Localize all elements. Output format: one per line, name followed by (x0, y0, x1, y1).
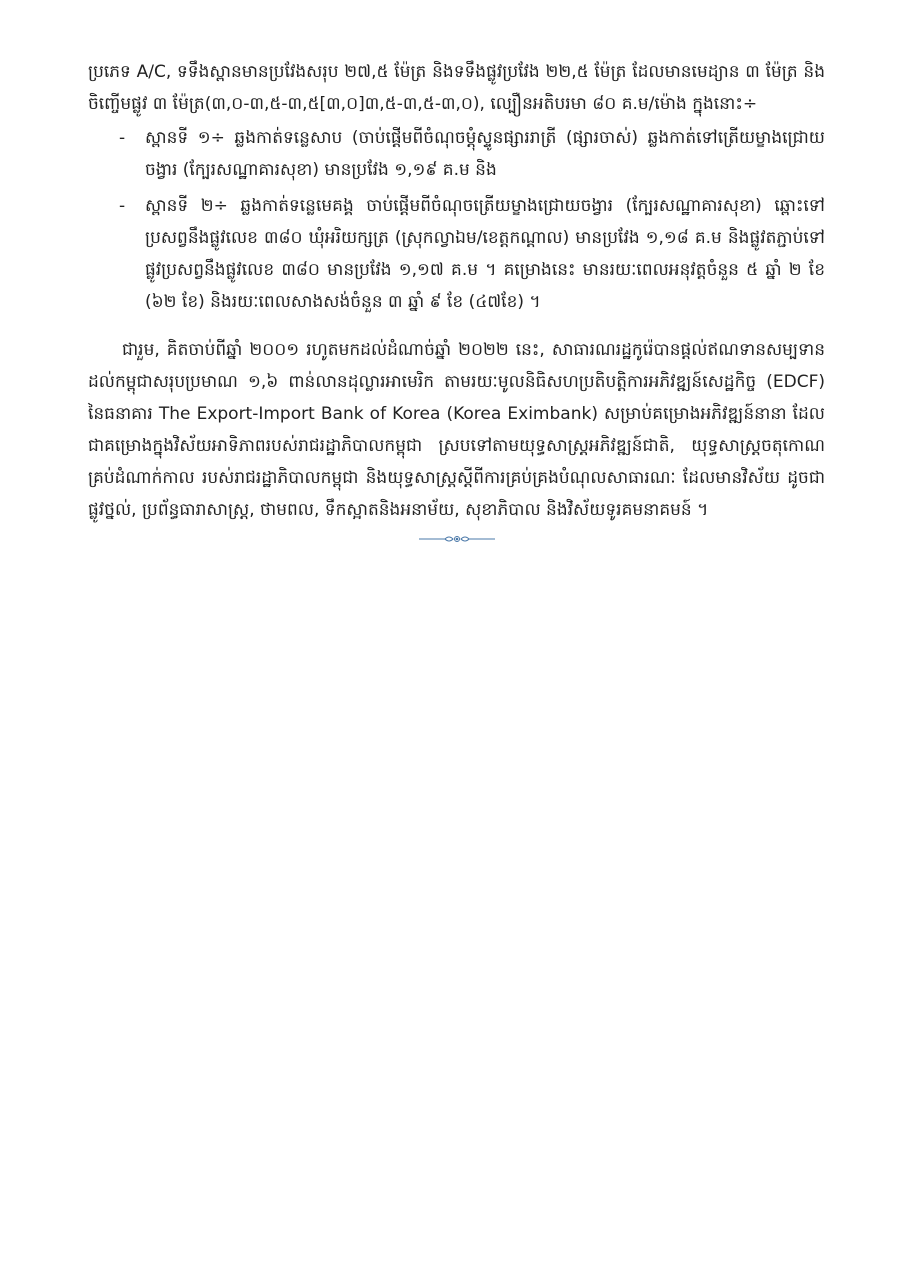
intro-paragraph: ប្រភេទ A/C, ទទឹងស្ពានមានប្រវែងសរុប ២៧,៥ ម៉ែត្រ និងទទឹងផ្លូវប្រវែង ២២,៥ ម៉ែត្រ ដែលមានមេដ្យាន ៣ ម៉ែត្រ និងចិញ្ចើមផ្លូវ ៣ ម៉ែត្រ(៣,០-៣,៥-៣,៥[៣,០]៣,៥-៣,៥-៣,០), ល្បឿនអតិបរមា ៨០ គ.ម/ម៉ោង ក្នុងនោះ÷ (88, 62, 825, 114)
decorative-divider-icon (417, 534, 497, 544)
list-item (88, 190, 825, 318)
summary-paragraph: ជារួម, គិតចាប់ពីឆ្នាំ ២០០១ រហូតមកដល់ដំណាច់ឆ្នាំ ២០២២ នេះ, សាធារណរដ្ឋកូរ៉េបានផ្តល់ឥណទានសម្បទានដល់កម្ពុជាសរុបប្រមាណ ១,៦ ពាន់លានដុល្លារអាមេរិក តាមរយៈមូលនិធិសហប្រតិបត្តិការអភិវឌ្ឍន៍សេដ្ឋកិច្ច (EDCF) នៃធនាគារ The Export-Import Bank of Korea (Korea Eximbank) សម្រាប់គម្រោងអភិវឌ្ឍន៍នានា ដែលជាគម្រោងក្នុងវិស័យអាទិភាពរបស់រាជរដ្ឋាភិបាលកម្ពុជា ស្របទៅតាមយុទ្ធសាស្ត្រអភិវឌ្ឍន៍ជាតិ, យុទ្ធសាស្ត្រចតុកោណគ្រប់ដំណាក់កាល របស់រាជរដ្ឋាភិបាលកម្ពុជា និងយុទ្ធសាស្ត្រស្តីពីការគ្រប់គ្រងបំណុលសាធារណៈ ដែលមានវិស័យ ដូចជា ផ្លូវថ្នល់, ប្រព័ន្ធធារាសាស្ត្រ, ថាមពល, ទឹកស្អាតនិងអនាម័យ, សុខាភិបាល និងវិស័យទូរគមនាគមន៍ ។ (88, 340, 825, 520)
bridge-list (88, 122, 825, 318)
bullet-text: ស្ពានទី ២÷ ឆ្លងកាត់ទន្លេមេគង្គ ចាប់ផ្តើមពីចំណុចត្រើយម្ខាងជ្រោយចង្វារ (ក្បែរសណ្ឋាគារសុខា) ឆ្ពោះទៅប្រសព្វនឹងផ្លូវលេខ ៣៨០ ឃុំអរិយក្សត្រ (ស្រុកល្វាឯម/ខេត្តកណ្តាល) មានប្រវែង ១,១៨ គ.ម និងផ្លូវតភ្ជាប់ទៅផ្លូវប្រសព្វនឹងផ្លូវលេខ ៣៨០ មានប្រវែង ១,១៧ គ.ម ។ គម្រោងនេះ មានរយៈពេលអនុវត្តចំនួន ៥ ឆ្នាំ ២ ខែ (៦២ ខែ) និងរយៈពេលសាងសង់ចំនួន ៣ ឆ្នាំ ៩ ខែ (៤៧ខែ) ។ (145, 196, 825, 312)
bullet-dash: - (119, 128, 126, 148)
list-item (88, 122, 825, 186)
bullet-dash: - (119, 196, 126, 216)
bullet-text: ស្ពានទី ១÷ ឆ្លងកាត់ទន្លេសាប (ចាប់ផ្តើមពីចំណុចម្តុំស្ទូនផ្សាររាត្រី (ផ្សារចាស់) ឆ្លងកាត់ទៅត្រើយម្ខាងជ្រោយចង្វារ (ក្បែរសណ្ឋាគារសុខា) មានប្រវែង ១,១៩ គ.ម និង (145, 128, 825, 180)
